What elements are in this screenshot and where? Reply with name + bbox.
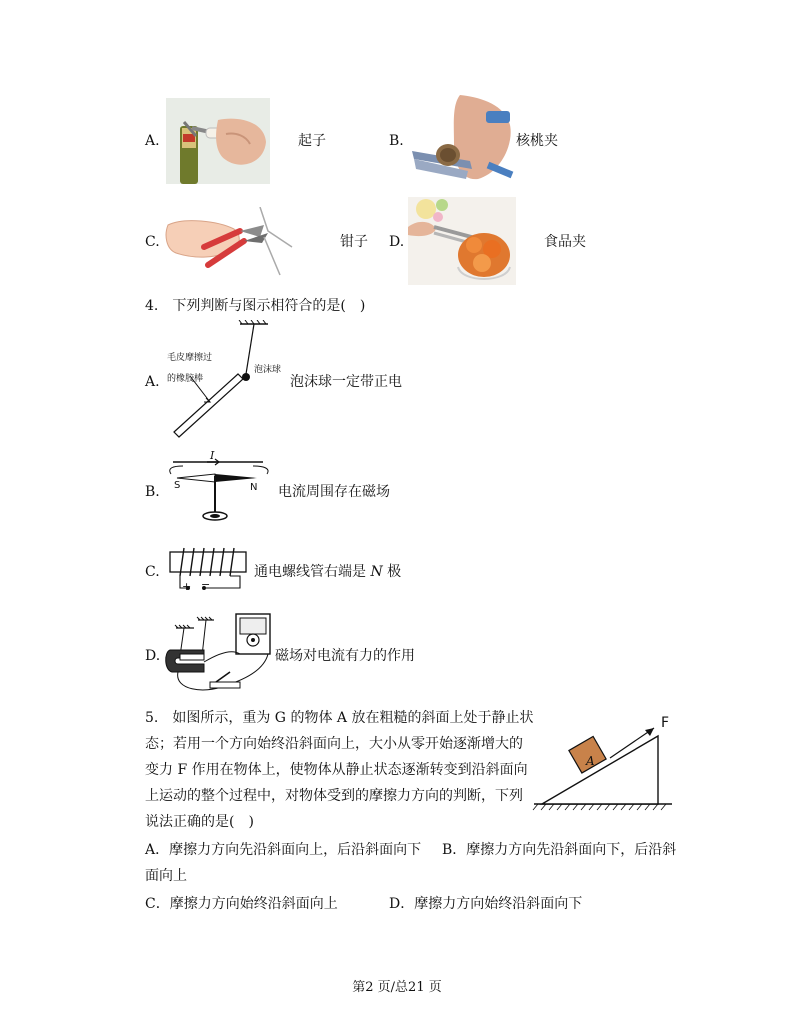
q5-option-a: A．摩擦力方向先沿斜面向上，后沿斜面向下: [145, 842, 422, 858]
fig-label-south: S: [174, 480, 181, 491]
q5-stem-line4: 上运动的整个过程中，对物体受到的摩擦力方向的判断，下列: [145, 788, 523, 804]
fig-label-current-i: I: [210, 449, 215, 462]
q5-option-b-line1: B．摩擦力方向先沿斜面向下，后沿斜: [442, 842, 677, 858]
q4-option-c-text-pre: 通电螺线管右端是: [254, 564, 371, 580]
q4-option-a-text: 泡沫球一定带正电: [290, 374, 402, 390]
q3-option-b-letter: B.: [389, 133, 404, 149]
q4-option-b-letter: B.: [145, 484, 160, 500]
fig-label-minus: −: [201, 578, 211, 591]
q5-stem-text: 5. 如图所示，重为 G 的物体 A 放在粗糙的斜面上处于静止状: [145, 710, 534, 726]
q4-option-c-text: [254, 562, 401, 582]
q5-option-d: D．摩擦力方向始终沿斜面向下: [389, 896, 583, 912]
q4-option-b-text: 电流周围存在磁场: [278, 484, 390, 500]
q5-stem-line1: [145, 708, 533, 728]
fig-label-north: N: [250, 482, 258, 493]
fig-label-rubber-rod-1: 毛皮摩擦过: [167, 353, 213, 363]
fig-label-foam-ball: 泡沫球: [254, 365, 282, 375]
q4-option-c-letter: C.: [145, 564, 160, 580]
fig-label-block-a: A: [586, 754, 595, 768]
q5-stem-line3: 变力 F 作用在物体上，使物体从静止状态逐渐转变到沿斜面向: [145, 762, 528, 778]
bottle-opener-image: [166, 98, 270, 184]
q3-option-b-label: 核桃夹: [516, 133, 558, 149]
q5-option-b-line2: 面向上: [145, 868, 187, 884]
page-footer: 第2 页/总21 页: [352, 980, 442, 995]
q3-option-a-letter: A.: [145, 133, 160, 149]
q3-option-d-letter: D.: [389, 234, 405, 250]
food-tongs-image: [408, 197, 516, 285]
q5-option-c: C．摩擦力方向始终沿斜面向上: [145, 896, 338, 912]
q4-option-d-letter: D.: [145, 648, 161, 664]
nutcracker-image: [408, 95, 516, 185]
fig-label-plus: +: [182, 580, 192, 593]
q4-stem: 4. 下列判断与图示相符合的是( ): [145, 298, 366, 314]
q3-option-a-label: 起子: [298, 133, 326, 149]
q4-option-c-text-n: N: [370, 564, 383, 580]
q5-stem-line5: 说法正确的是( ): [145, 814, 254, 830]
q4-option-d-text: 磁场对电流有力的作用: [275, 648, 415, 664]
q5-stem-line2: 态；若用一个方向始终沿斜面向上，大小从零开始逐渐增大的: [145, 736, 523, 752]
q4-option-a-letter: A.: [145, 374, 160, 390]
incline-figure: [532, 712, 682, 812]
q3-option-d-label: 食品夹: [544, 234, 586, 250]
q3-option-c-letter: C.: [145, 234, 160, 250]
induction-experiment-figure: [164, 610, 276, 696]
q4-option-c-text-post: 极: [382, 564, 402, 580]
pliers-image: [164, 207, 294, 277]
q3-option-c-label: 钳子: [340, 234, 368, 250]
fig-label-force-f: F: [661, 715, 670, 731]
fig-label-rubber-rod-2: 的橡胶棒: [167, 374, 204, 384]
